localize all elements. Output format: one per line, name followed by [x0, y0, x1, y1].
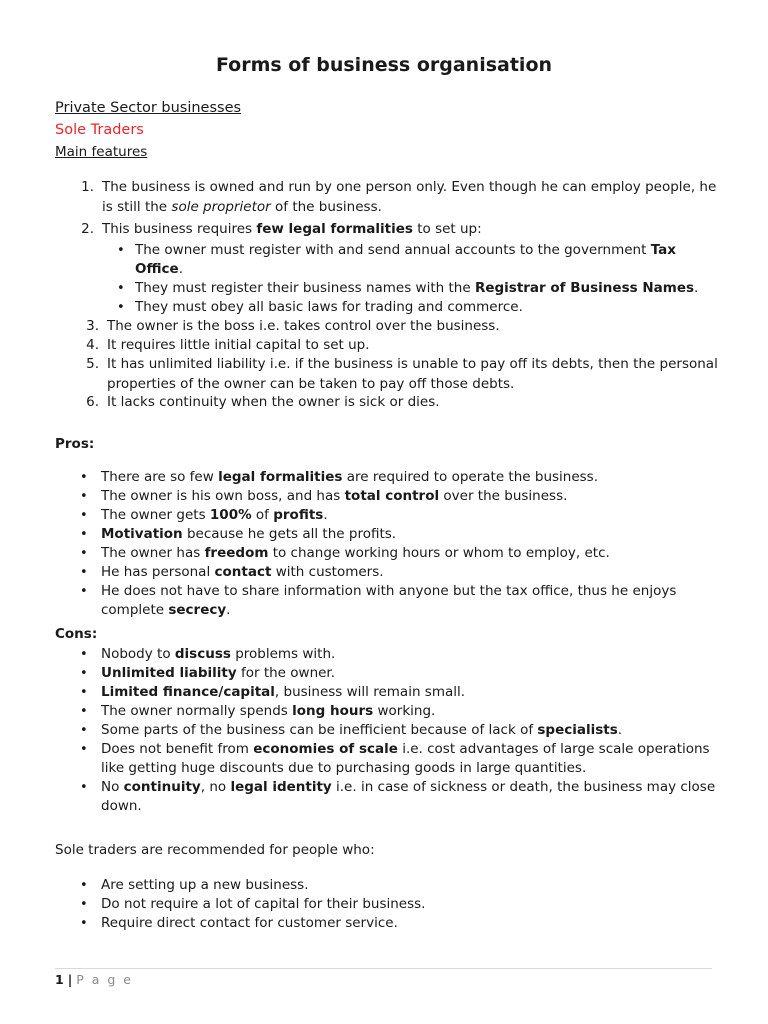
list-item-line: [107, 336, 370, 355]
list-item-line: [101, 740, 710, 759]
bold-text: Unlimited liability: [101, 665, 237, 681]
bold-text: specialists: [537, 722, 618, 738]
text-run: with customers.: [271, 564, 384, 580]
text-run: down.: [101, 798, 142, 814]
list-number: 6.: [86, 394, 99, 410]
page-number: 1: [55, 972, 64, 987]
text-run: They must register their business names with the: [135, 280, 475, 296]
bullet-icon: •: [80, 565, 88, 580]
bold-text: freedom: [204, 545, 269, 561]
text-run: is still the: [102, 199, 172, 215]
bullet-icon: •: [80, 489, 88, 504]
text-run: are required to operate the business.: [342, 469, 599, 485]
text-run: The owner must register with and send annual accounts to the government: [135, 242, 651, 258]
text-run: .: [617, 722, 623, 738]
text-run: This business requires: [102, 221, 257, 237]
bullet-icon: •: [80, 546, 88, 561]
bullet-icon: •: [80, 527, 88, 542]
text-run: i.e. in case of sickness or death, the business may close: [331, 779, 716, 795]
text-run: Require direct contact for customer service.: [101, 915, 398, 931]
text-run: The owner has: [101, 545, 205, 561]
cons-heading: Cons:: [55, 626, 98, 642]
list-item-line: [107, 355, 718, 374]
text-run: They must obey all basic laws for trading and commerce.: [135, 299, 523, 315]
list-item-line: [101, 797, 142, 816]
bullet-icon: •: [117, 243, 125, 258]
bold-text: economies of scale: [253, 741, 398, 757]
bold-text: legal identity: [230, 779, 332, 795]
text-run: The owner is the boss i.e. takes control over the business.: [107, 318, 500, 334]
text-run: No: [101, 779, 124, 795]
text-run: .: [694, 280, 699, 296]
list-item-line: [101, 721, 622, 740]
list-item-line: [101, 702, 435, 721]
text-run: , business will remain small.: [274, 684, 466, 700]
text-run: Nobody to: [101, 646, 175, 662]
list-item-line: [101, 895, 425, 914]
bullet-icon: •: [80, 780, 88, 795]
text-run: The owner normally spends: [101, 703, 293, 719]
text-run: The business is owned and run by one person only. Even though he can employ people, he: [102, 179, 717, 195]
bullet-icon: •: [80, 878, 88, 893]
pros-heading: Pros:: [55, 436, 95, 452]
bullet-icon: •: [117, 300, 125, 315]
list-item-line: [101, 876, 308, 895]
text-run: The owner gets: [101, 507, 210, 523]
text-run: He has personal: [101, 564, 215, 580]
list-item-line: [102, 220, 482, 239]
text-run: properties of the owner can be taken to pay off those debts.: [107, 376, 515, 392]
bullet-icon: •: [80, 666, 88, 681]
list-item-line: [107, 317, 500, 336]
list-item-line: [101, 645, 335, 664]
list-item-line: [101, 506, 328, 525]
bullet-icon: •: [80, 916, 88, 931]
text-run: Does not benefit from: [101, 741, 254, 757]
list-item-line: [101, 525, 396, 544]
page-footer: [55, 971, 133, 989]
text-run: The owner is his own boss, and has: [101, 488, 345, 504]
list-item-line: [101, 468, 598, 487]
bold-text: secrecy: [168, 602, 227, 618]
bullet-icon: •: [80, 704, 88, 719]
list-item-line: [135, 260, 183, 279]
text-run: .: [323, 507, 328, 523]
text-run: to change working hours or whom to employ, etc.: [268, 545, 610, 561]
bold-text: legal formalities: [218, 469, 343, 485]
list-item-line: [102, 178, 716, 197]
list-item-line: [135, 241, 676, 260]
page-label: P a g e: [76, 972, 133, 987]
text-run: .: [226, 602, 231, 618]
bullet-icon: •: [80, 647, 88, 662]
text-run: of the business.: [270, 199, 382, 215]
bold-text: total control: [344, 488, 440, 504]
list-item-line: [101, 683, 465, 702]
main-features-heading: Main features: [55, 144, 148, 160]
text-run: i.e. cost advantages of large scale operations: [397, 741, 710, 757]
text-run: of: [251, 507, 274, 523]
bullet-icon: •: [80, 584, 88, 599]
text-run: Some parts of the business can be inefficient because of lack of: [101, 722, 538, 738]
bullet-icon: •: [80, 897, 88, 912]
text-run: It lacks continuity when the owner is sick or dies.: [107, 394, 440, 410]
footer-divider: [55, 968, 712, 969]
list-item-line: [135, 279, 698, 298]
text-run: because he gets all the profits.: [182, 526, 397, 542]
bullet-icon: •: [80, 742, 88, 757]
list-number: 4.: [86, 337, 99, 353]
bullet-icon: •: [80, 685, 88, 700]
recommend-intro: Sole traders are recommended for people who:: [55, 842, 375, 858]
bold-text: few legal formalities: [256, 221, 413, 237]
text-run: It requires little initial capital to set up.: [107, 337, 370, 353]
list-item-line: [102, 198, 382, 217]
bullet-icon: •: [80, 508, 88, 523]
bold-text: Limited finance/capital: [101, 684, 275, 700]
list-number: 2.: [81, 221, 94, 237]
bold-text: continuity: [123, 779, 201, 795]
bold-text: 100%: [209, 507, 252, 523]
bold-text: Office: [135, 261, 179, 277]
list-item-line: [101, 759, 586, 778]
list-item-line: [101, 544, 610, 563]
bold-text: long hours: [292, 703, 374, 719]
text-run: Do not require a lot of capital for their business.: [101, 896, 426, 912]
list-item-line: [107, 393, 440, 412]
list-number: 1.: [81, 179, 94, 195]
bold-text: Registrar of Business Names: [474, 280, 695, 296]
list-item-line: [101, 601, 230, 620]
text-run: Are setting up a new business.: [101, 877, 309, 893]
text-run: complete: [101, 602, 169, 618]
text-run: He does not have to share information with anyone but the tax office, thus he enjoys: [101, 583, 677, 599]
bold-text: contact: [214, 564, 272, 580]
document-title: Forms of business organisation: [215, 54, 553, 76]
bold-text: discuss: [174, 646, 231, 662]
text-run: for the owner.: [236, 665, 336, 681]
bullet-icon: •: [80, 470, 88, 485]
list-number: 5.: [86, 356, 99, 372]
list-item-line: [101, 664, 335, 683]
bullet-icon: •: [117, 281, 125, 296]
list-number: 3.: [86, 318, 99, 334]
bold-text: Tax: [650, 242, 676, 258]
text-run: problems with.: [230, 646, 336, 662]
italic-text: sole proprietor: [171, 199, 271, 215]
bold-text: profits: [273, 507, 324, 523]
text-run: , no: [200, 779, 231, 795]
text-run: over the business.: [439, 488, 568, 504]
footer-separator: |: [67, 972, 73, 987]
bold-text: Motivation: [101, 526, 183, 542]
bullet-icon: •: [80, 723, 88, 738]
list-item-line: [101, 778, 715, 797]
text-run: There are so few: [101, 469, 219, 485]
list-item-line: [107, 375, 514, 394]
text-run: It has unlimited liability i.e. if the business is unable to pay off its debts, then the personal: [107, 356, 718, 372]
text-run: .: [178, 261, 183, 277]
text-run: working.: [373, 703, 436, 719]
list-item-line: [101, 914, 398, 933]
subsection-heading: Sole Traders: [55, 122, 144, 138]
section-heading: Private Sector businesses: [55, 100, 242, 116]
list-item-line: [101, 563, 384, 582]
text-run: like getting huge discounts due to purchasing goods in large quantities.: [101, 760, 587, 776]
text-run: to set up:: [412, 221, 482, 237]
list-item-line: [101, 582, 676, 601]
list-item-line: [101, 487, 567, 506]
list-item-line: [135, 298, 523, 317]
